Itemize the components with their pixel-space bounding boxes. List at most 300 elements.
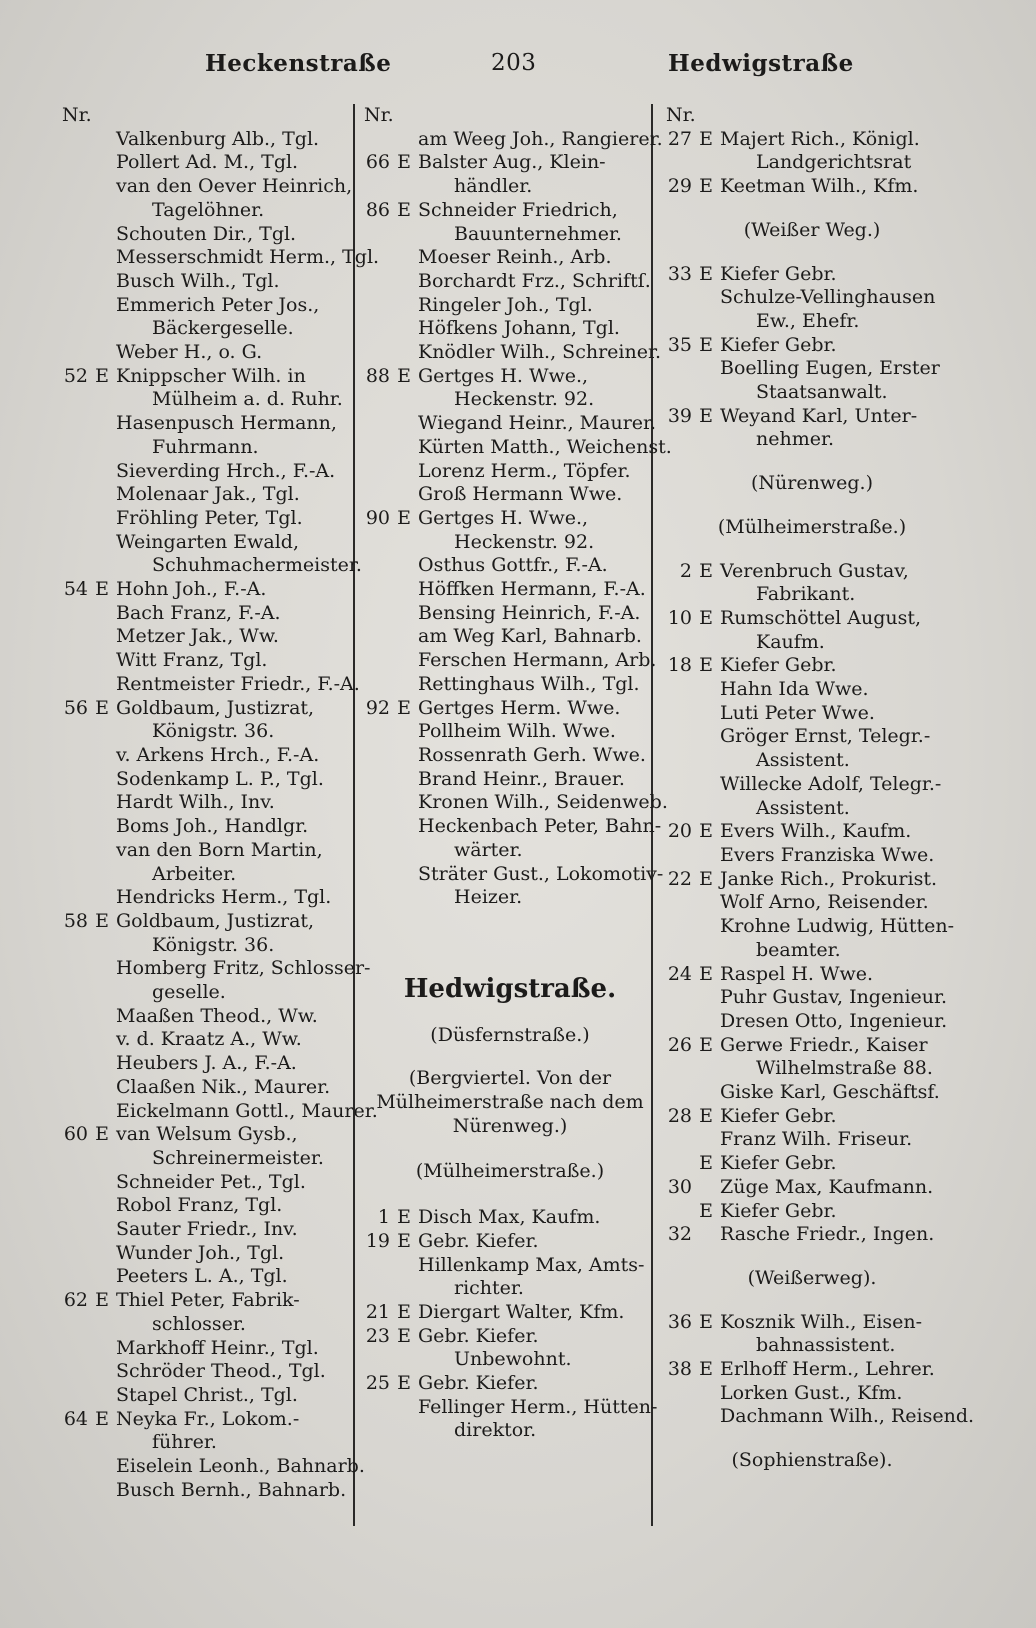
directory-entry — [58, 1384, 348, 1408]
resident-text: führer. — [152, 1431, 217, 1454]
resident-text: Evers Wilh., Kaufm. — [720, 820, 912, 843]
owner-mark — [88, 839, 116, 863]
resident-text: Landgerichtsrat — [756, 151, 912, 174]
directory-entry — [662, 1010, 962, 1034]
directory-entry — [662, 381, 962, 405]
directory-entry — [360, 317, 660, 341]
page-header — [0, 50, 1036, 90]
owner-mark — [692, 1128, 720, 1152]
directory-entry — [360, 673, 660, 697]
owner-mark — [692, 1223, 720, 1247]
house-number: 30 — [667, 1175, 692, 1198]
directory-entry — [662, 1034, 962, 1058]
directory-entry — [360, 388, 660, 412]
house-number — [58, 460, 88, 484]
resident-text: Königstr. 36. — [152, 933, 275, 956]
directory-entry — [662, 151, 962, 175]
owner-mark — [390, 744, 418, 768]
resident-text: Rasche Friedr., Ingen. — [720, 1223, 935, 1246]
owner-mark — [390, 815, 418, 839]
resident-text: wärter. — [454, 838, 523, 861]
house-number: 52 — [63, 364, 88, 387]
directory-entry — [58, 672, 360, 697]
directory-entry — [360, 625, 660, 649]
house-number — [662, 702, 692, 726]
resident-text: Höfkens Johann, Tgl. — [418, 317, 620, 340]
owner-mark — [692, 286, 720, 310]
directory-entry — [360, 435, 672, 460]
house-number — [58, 815, 88, 839]
resident-text: Sodenkamp L. P., Tgl. — [116, 767, 324, 790]
resident-text: Wiegand Heinr., Maurer. — [418, 412, 657, 435]
house-number — [58, 1242, 88, 1266]
house-number — [662, 1010, 692, 1034]
resident-text: Puhr Gustav, Ingenieur. — [720, 986, 948, 1009]
house-number — [360, 270, 390, 294]
directory-entry — [662, 631, 962, 655]
house-number: 25 — [365, 1372, 390, 1395]
entry-list — [360, 1206, 660, 1443]
directory-entry — [58, 578, 348, 602]
owner-mark: E — [397, 1206, 411, 1229]
owner-mark — [88, 1076, 116, 1100]
resident-text: Disch Max, Kaufm. — [418, 1206, 601, 1229]
owner-mark — [88, 791, 116, 815]
resident-text: Wolf Arno, Reisender. — [720, 891, 929, 914]
owner-mark — [692, 725, 720, 749]
resident-text: Goldbaum, Justizrat, — [116, 696, 315, 719]
owner-mark — [692, 1405, 720, 1429]
owner-mark — [390, 1419, 418, 1443]
house-number — [662, 151, 692, 175]
resident-text: beamter. — [756, 938, 841, 961]
owner-mark — [692, 1010, 720, 1034]
house-number — [662, 773, 692, 797]
resident-text: Boms Joh., Handlgr. — [116, 815, 309, 838]
house-number: 18 — [667, 654, 692, 677]
house-number — [360, 886, 390, 910]
owner-mark: E — [699, 1310, 713, 1333]
directory-entry — [58, 412, 348, 436]
resident-text: Wilhelmstraße 88. — [756, 1057, 933, 1080]
house-number — [662, 678, 692, 702]
directory-entry — [58, 910, 348, 934]
resident-text: Unbewohnt. — [454, 1348, 572, 1371]
house-number — [58, 1100, 88, 1124]
owner-mark: E — [95, 364, 109, 387]
resident-text: Diergart Walter, Kfm. — [418, 1300, 625, 1323]
resident-text: Busch Wilh., Tgl. — [116, 269, 280, 292]
directory-entry — [58, 1218, 348, 1242]
house-number — [360, 460, 390, 484]
owner-mark — [88, 223, 116, 247]
owner-mark — [390, 223, 418, 247]
house-number — [360, 483, 390, 507]
house-number — [662, 1152, 692, 1176]
owner-mark: E — [699, 404, 713, 427]
owner-mark: E — [699, 962, 713, 985]
street-note: (Nürenweg.) — [751, 472, 873, 495]
house-number — [662, 844, 692, 868]
owner-mark — [88, 554, 116, 578]
owner-mark — [390, 175, 418, 199]
resident-text: Ringeler Joh., Tgl. — [418, 293, 593, 316]
resident-text: Gebr. Kiefer. — [418, 1372, 539, 1395]
resident-text: Hahn Ida Wwe. — [720, 678, 869, 701]
house-number — [662, 1382, 692, 1406]
house-number — [360, 673, 390, 697]
house-number — [360, 1348, 390, 1372]
owner-mark — [692, 381, 720, 405]
resident-text: Hardt Wilh., Inv. — [116, 791, 275, 814]
resident-text: Weingarten Ewald, — [116, 530, 300, 553]
resident-text: Bensing Heinrich, F.-A. — [418, 601, 641, 624]
house-number — [58, 175, 88, 199]
directory-entry — [58, 317, 348, 341]
owner-mark — [88, 768, 116, 792]
resident-text: Dachmann Wilh., Reisend. — [720, 1405, 975, 1428]
owner-mark: E — [95, 909, 109, 932]
resident-text: Schuhmachermeister. — [152, 554, 362, 577]
resident-text: Sieverding Hrch., F.-A. — [116, 459, 336, 482]
house-number — [662, 915, 692, 939]
directory-entry — [662, 844, 962, 868]
owner-mark — [390, 791, 418, 815]
house-number: 64 — [63, 1407, 88, 1430]
resident-text: Wunder Joh., Tgl. — [116, 1241, 285, 1264]
owner-mark — [88, 934, 116, 958]
directory-entry — [58, 1408, 348, 1432]
owner-mark — [390, 128, 418, 152]
directory-entry — [58, 1052, 348, 1076]
owner-mark — [88, 1313, 116, 1337]
directory-entry — [58, 531, 348, 555]
directory-entry — [58, 365, 348, 389]
house-number — [58, 531, 88, 555]
owner-mark — [88, 483, 116, 507]
directory-entry — [662, 1405, 975, 1429]
directory-entry — [58, 270, 348, 294]
house-number — [58, 1313, 88, 1337]
resident-text: Kosznik Wilh., Eisen- — [720, 1310, 923, 1333]
directory-entry — [360, 1277, 660, 1301]
resident-text: Schröder Theod., Tgl. — [116, 1360, 326, 1383]
house-number: 56 — [63, 696, 88, 719]
directory-entry — [360, 531, 660, 555]
directory-entry — [360, 175, 660, 199]
house-number — [58, 554, 88, 578]
house-number — [58, 1360, 88, 1384]
directory-entry — [662, 1334, 962, 1358]
directory-entry — [58, 483, 348, 507]
house-number — [58, 294, 88, 318]
house-number — [360, 649, 390, 673]
owner-mark — [390, 1254, 418, 1278]
owner-mark: E — [95, 1123, 109, 1146]
directory-entry — [662, 702, 962, 726]
resident-text: Ew., Ehefr. — [756, 309, 860, 332]
house-number — [662, 939, 692, 963]
house-number — [360, 223, 390, 247]
resident-text: van Welsum Gysb., — [116, 1123, 298, 1146]
resident-text: Janke Rich., Prokurist. — [720, 867, 937, 890]
owner-mark — [692, 1334, 720, 1358]
resident-text: Sträter Gust., Lokomotiv- — [418, 862, 664, 885]
house-number — [662, 1334, 692, 1358]
house-number — [360, 388, 390, 412]
owner-mark — [692, 678, 720, 702]
directory-entry — [360, 1230, 660, 1254]
owner-mark — [390, 531, 418, 555]
owner-mark — [390, 294, 418, 318]
house-number — [58, 1218, 88, 1242]
owner-mark — [88, 436, 116, 460]
directory-entry — [360, 199, 660, 223]
house-number — [360, 768, 390, 792]
resident-text: Franz Wilh. Friseur. — [720, 1128, 913, 1151]
directory-entry — [58, 1289, 348, 1313]
owner-mark — [88, 602, 116, 626]
house-number — [58, 1431, 88, 1455]
directory-entry — [360, 1396, 660, 1420]
directory-entry — [360, 1419, 660, 1443]
header-right-street: Hedwigstraße — [668, 50, 854, 77]
owner-mark: E — [699, 333, 713, 356]
street-note: (Sophienstraße). — [731, 1449, 893, 1472]
owner-mark — [692, 1081, 720, 1105]
house-number: 88 — [365, 364, 390, 387]
directory-entry — [58, 246, 380, 270]
house-number: 90 — [365, 506, 390, 529]
entry-list — [662, 1310, 975, 1430]
house-number — [360, 436, 390, 460]
owner-mark — [88, 863, 116, 887]
resident-text: Erlhoff Herm., Lehrer. — [720, 1358, 935, 1381]
owner-mark — [88, 981, 116, 1005]
house-number: 21 — [365, 1300, 390, 1323]
owner-mark — [88, 815, 116, 839]
resident-text: Schneider Friedrich, — [418, 198, 618, 221]
house-number — [58, 1194, 88, 1218]
directory-entry — [58, 602, 348, 626]
owner-mark — [88, 744, 116, 768]
directory-entry — [360, 1206, 660, 1230]
resident-text: nehmer. — [756, 428, 835, 451]
directory-entry — [58, 507, 348, 531]
owner-mark — [88, 1194, 116, 1218]
directory-entry — [360, 720, 660, 744]
house-number — [662, 986, 692, 1010]
house-number — [662, 286, 692, 310]
owner-mark: E — [699, 559, 713, 582]
directory-entry — [360, 1301, 660, 1325]
column-heading: Nr. — [666, 104, 696, 126]
column-heading: Nr. — [62, 104, 92, 126]
owner-mark — [88, 886, 116, 910]
owner-mark: E — [699, 1152, 713, 1175]
owner-mark — [88, 673, 116, 697]
directory-entry — [662, 1223, 962, 1247]
resident-text: Sauter Friedr., Inv. — [116, 1218, 298, 1241]
directory-entry — [662, 1358, 962, 1382]
directory-entry — [58, 1313, 348, 1337]
resident-text: Rettinghaus Wilh., Tgl. — [418, 672, 640, 695]
directory-entry — [58, 1337, 348, 1361]
resident-text: Mülheim a. d. Ruhr. — [152, 388, 343, 411]
resident-text: Groß Hermann Wwe. — [418, 483, 623, 506]
directory-entry — [58, 744, 348, 768]
house-number — [360, 1254, 390, 1278]
owner-mark: E — [699, 1358, 713, 1381]
house-number — [58, 223, 88, 247]
owner-mark — [390, 436, 418, 460]
owner-mark — [390, 720, 418, 744]
owner-mark — [88, 1455, 116, 1479]
resident-text: Züge Max, Kaufmann. — [720, 1175, 934, 1198]
house-number — [662, 797, 692, 821]
owner-mark — [390, 412, 418, 436]
house-number — [360, 1396, 390, 1420]
street-note: (Mülheimerstraße.) — [415, 1160, 605, 1183]
resident-text: Kürten Matth., Weichenst. — [418, 435, 672, 458]
resident-text: Weyand Karl, Unter- — [720, 404, 918, 427]
owner-mark: E — [699, 820, 713, 843]
resident-text: Fabrikant. — [756, 583, 856, 606]
house-number: 36 — [667, 1310, 692, 1333]
owner-mark: E — [95, 696, 109, 719]
directory-entry — [58, 436, 348, 460]
directory-entry — [360, 602, 660, 626]
directory-entry — [58, 175, 353, 199]
directory-entry — [360, 862, 664, 887]
resident-text: Homberg Fritz, Schlosser- — [116, 957, 371, 980]
owner-mark — [390, 554, 418, 578]
directory-entry — [58, 1194, 348, 1218]
directory-entry — [58, 863, 348, 887]
directory-entry — [58, 957, 371, 981]
house-number: 60 — [63, 1123, 88, 1146]
house-number — [58, 388, 88, 412]
house-number — [58, 317, 88, 341]
directory-entry — [360, 649, 660, 673]
owner-mark — [390, 270, 418, 294]
resident-text: Busch Bernh., Bahnarb. — [116, 1478, 347, 1501]
resident-text: Willecke Adolf, Telegr.- — [720, 772, 942, 795]
directory-entry — [58, 1455, 365, 1479]
resident-text: Fellinger Herm., Hütten- — [418, 1395, 658, 1418]
directory-entry — [360, 1325, 660, 1349]
resident-text: Keetman Wilh., Kfm. — [720, 175, 919, 198]
resident-text: Knödler Wilh., Schreiner. — [418, 341, 661, 364]
resident-text: Ferschen Hermann, Arb. — [418, 649, 657, 672]
resident-text: Lorken Gust., Kfm. — [720, 1381, 903, 1404]
owner-mark: E — [397, 1324, 411, 1347]
house-number — [58, 483, 88, 507]
column-heading: Nr. — [364, 104, 394, 126]
house-number — [58, 1147, 88, 1171]
directory-entry — [58, 388, 348, 412]
resident-text: Neyka Fr., Lokom.- — [116, 1407, 300, 1430]
house-number: 22 — [667, 867, 692, 890]
directory-entry — [360, 768, 660, 792]
directory-entry — [662, 678, 962, 702]
house-number — [360, 341, 390, 365]
owner-mark: E — [397, 1372, 411, 1395]
house-number: 86 — [365, 198, 390, 221]
resident-text: schlosser. — [152, 1312, 246, 1335]
resident-text: Königstr. 36. — [152, 720, 275, 743]
directory-entry — [58, 1028, 348, 1052]
resident-text: Luti Peter Wwe. — [720, 701, 875, 724]
directory-entry — [662, 1176, 962, 1200]
resident-text: van den Born Martin, — [116, 838, 323, 861]
directory-entry — [58, 1479, 348, 1503]
owner-mark — [692, 891, 720, 915]
house-number — [58, 839, 88, 863]
directory-entry — [662, 560, 962, 584]
owner-mark — [88, 412, 116, 436]
owner-mark — [390, 317, 418, 341]
directory-entry — [360, 1348, 660, 1372]
resident-text: Kiefer Gebr. — [720, 654, 837, 677]
resident-text: Markhoff Heinr., Tgl. — [116, 1336, 319, 1359]
owner-mark: E — [397, 1300, 411, 1323]
owner-mark — [88, 175, 116, 199]
house-number — [360, 791, 390, 815]
resident-text: am Weeg Joh., Rangierer. — [418, 127, 663, 150]
directory-entry — [360, 270, 660, 294]
resident-text: Robol Franz, Tgl. — [116, 1194, 283, 1217]
resident-text: Arbeiter. — [152, 862, 237, 885]
resident-text: Verenbruch Gustav, — [720, 559, 909, 582]
house-number — [58, 1028, 88, 1052]
directory-entry — [662, 583, 962, 607]
directory-entry — [58, 1147, 348, 1171]
directory-entry — [662, 1200, 962, 1224]
house-number — [58, 791, 88, 815]
owner-mark — [88, 531, 116, 555]
directory-entry — [360, 1372, 660, 1396]
house-number: 66 — [365, 151, 390, 174]
house-number — [58, 1265, 88, 1289]
column-divider — [353, 104, 355, 1526]
street-note: (Düsfernstraße.) — [430, 1023, 590, 1046]
house-number — [58, 436, 88, 460]
owner-mark — [390, 1348, 418, 1372]
house-number: 33 — [667, 262, 692, 285]
owner-mark — [88, 649, 116, 673]
resident-text: Bach Franz, F.-A. — [116, 601, 281, 624]
resident-text: Gertges Herm. Wwe. — [418, 696, 621, 719]
resident-text: händler. — [454, 175, 533, 198]
owner-mark — [390, 886, 418, 910]
owner-mark — [390, 388, 418, 412]
owner-mark: E — [699, 1033, 713, 1056]
directory-entry — [58, 1431, 348, 1455]
house-number — [58, 199, 88, 223]
house-number — [360, 625, 390, 649]
directory-entry — [58, 791, 348, 815]
directory-entry — [662, 749, 962, 773]
house-number — [58, 1384, 88, 1408]
resident-text: Boelling Eugen, Erster — [720, 357, 940, 380]
house-number — [58, 412, 88, 436]
house-number — [58, 886, 88, 910]
house-number — [360, 744, 390, 768]
house-number — [58, 246, 88, 270]
resident-text: Schneider Pet., Tgl. — [116, 1170, 306, 1193]
owner-mark — [692, 1176, 720, 1200]
